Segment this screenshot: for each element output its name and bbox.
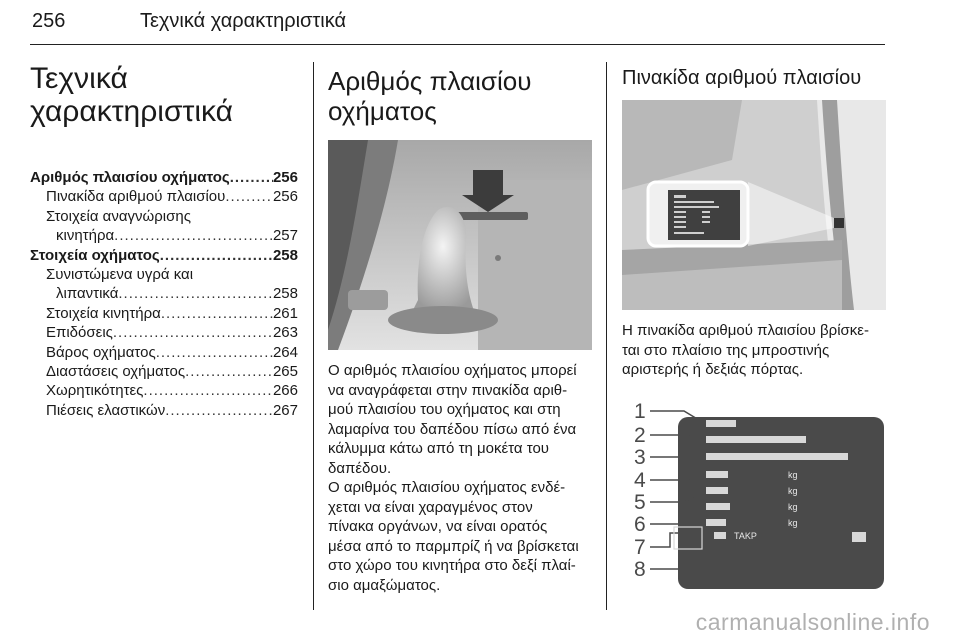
section-heading: Αριθμός πλαισίου οχήματος: [328, 66, 532, 126]
plate-unit-label: kg: [788, 502, 798, 512]
column-divider: [313, 62, 314, 610]
callout-number: 4: [634, 469, 646, 492]
text-line: λαμαρίνα του δαπέδου πίσω από ένα: [328, 420, 577, 438]
text-line: δαπέδου.: [328, 459, 392, 477]
section-heading: Πινακίδα αριθμού πλαισίου: [622, 67, 862, 89]
page-number: 256: [32, 10, 66, 32]
vin-plate-diagram: [622, 393, 886, 603]
chapter-heading: Τεχνικά χαρακτηριστικά: [30, 62, 233, 128]
gear-lever-floor-photo: [328, 140, 592, 350]
callout-number: 1: [634, 400, 646, 423]
text-line: πίνακα οργάνων, να είναι ορατός: [328, 518, 548, 535]
callout-number: 2: [634, 424, 646, 447]
toc-entry[interactable]: Πιέσεις ελαστικών ..... 267: [30, 401, 298, 420]
toc-entry[interactable]: Διαστάσεις οχήματος ..... 265: [30, 362, 298, 381]
text-line: χεται να είναι χαραγμένος στον: [328, 498, 533, 516]
text-line: στο χώρο του κινητήρα στο δεξί πλαί-: [328, 557, 576, 574]
text-line: κάλυμμα κάτω από τη μοκέτα του: [328, 440, 549, 457]
callout-number: 7: [634, 536, 646, 559]
toc-entry[interactable]: Βάρος οχήματος ..... 264: [30, 343, 298, 362]
toc-entry[interactable]: Πινακίδα αριθμού πλαισίου ..... 256: [30, 187, 298, 206]
body-paragraph: [328, 478, 598, 595]
body-paragraph: [622, 321, 892, 380]
plate-unit-label: kg: [788, 518, 798, 528]
text-line: αριστερής ή δεξιάς πόρτας.: [622, 361, 804, 378]
text-line: μού πλαισίου του οχήματος και στη: [328, 401, 561, 418]
text-line: ται στο πλαίσιο της μπροστινής: [622, 341, 830, 359]
toc-entry[interactable]: Στοιχεία οχήματος ..... 258: [30, 246, 298, 265]
text-line: Ο αριθμός πλαισίου οχήματος μπορεί: [328, 362, 577, 379]
text-line: Η πινακίδα αριθμού πλαισίου βρίσκε-: [622, 322, 869, 339]
page-header: [30, 4, 885, 45]
table-of-contents: [30, 168, 298, 420]
toc-entry-continuation[interactable]: λιπαντικά ..... 258: [30, 284, 298, 303]
toc-entry[interactable]: Στοιχεία αναγνώρισης: [46, 207, 191, 225]
toc-entry[interactable]: Συνιστώμενα υγρά και: [46, 266, 194, 284]
plate-unit-label: kg: [788, 470, 798, 480]
callout-number: 3: [634, 446, 646, 469]
chapter-title: Τεχνικά χαρακτηριστικά: [140, 10, 347, 32]
plate-code-text: TAKP: [734, 531, 757, 541]
callout-number: 5: [634, 491, 646, 514]
callout-number: 8: [634, 558, 646, 581]
toc-entry-continuation[interactable]: κινητήρα ..... 257: [30, 226, 298, 245]
toc-entry[interactable]: Στοιχεία κινητήρα ..... 261: [30, 304, 298, 323]
door-frame-photo: [622, 100, 886, 310]
text-line: μέσα από το παρμπρίζ ή να βρίσκεται: [328, 537, 579, 555]
plate-unit-label: kg: [788, 486, 798, 496]
text-line: Ο αριθμός πλαισίου οχήματος ενδέ-: [328, 479, 566, 496]
text-line: να αναγράφεται στην πινακίδα αριθ-: [328, 381, 568, 399]
toc-entry[interactable]: Επιδόσεις ..... 263: [30, 323, 298, 342]
text-line: σιο αμαξώματος.: [328, 576, 441, 594]
watermark: carmanualsonline.info: [695, 609, 930, 635]
toc-entry[interactable]: Αριθμός πλαισίου οχήματος ..... 256: [30, 168, 298, 187]
body-paragraph: [328, 361, 598, 478]
callout-number: 6: [634, 513, 646, 536]
toc-entry[interactable]: Χωρητικότητες ..... 266: [30, 381, 298, 400]
column-divider: [606, 62, 607, 610]
